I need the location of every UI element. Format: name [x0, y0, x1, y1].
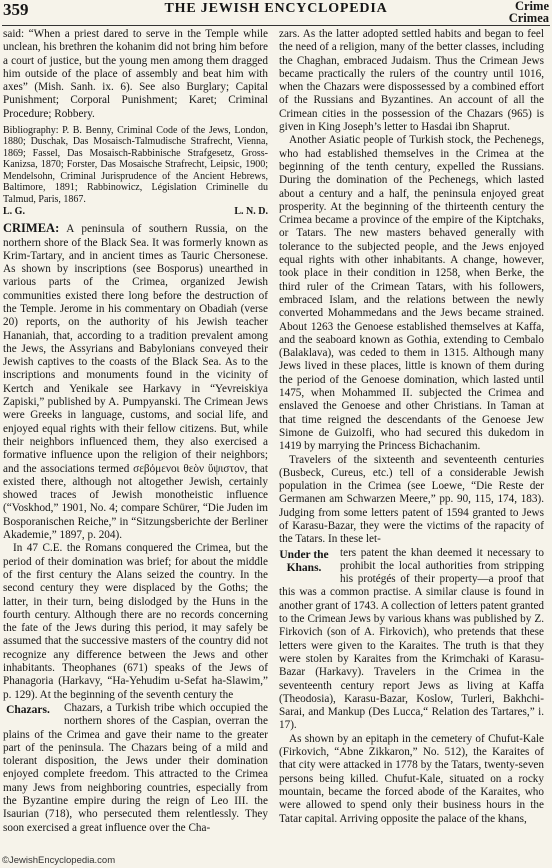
header-rule	[2, 25, 550, 26]
catchword-2: Crimea	[508, 11, 549, 25]
paragraph: Chazars, a Turkish tribe which occupied the northern shores of the Caspian, overran the plains of the Crimea and gave their name to the greater part of the peninsula. The Chazars being of a mild and tolerant disposition, the Jews under their domination enjoyed complete freedom. This attracted to the Crimea many Jews from neighboring countries, especially from the Byzantine empire during the reign of Leo III. the Isaurian (718), who persecuted them relentlessly. They soon exercised a great influence over the Cha-	[3, 701, 268, 834]
source-footer: ©JewishEncyclopedia.com	[2, 855, 116, 866]
catchword-1: Crime	[514, 0, 549, 13]
page-header	[0, 0, 552, 24]
signature-left: L. G.	[3, 205, 25, 217]
side-heading-chazars: Chazars.	[6, 703, 50, 716]
paragraph: Another Asiatic people of Turkish stock, the Pechenegs, who had established themselves in the Crimea at the beginning of the tenth century, expelled the Russians. During the domination of the Pechenegs, which lasted about a century and a half, the peninsula enjoyed great prosperity. At the beginning of the thirteenth century the Crimea became a province of the empire of the Kiptchaks, or Tatars. The new masters behaved generally with tolerance to the subjected people, and the Jews enjoyed equal rights with other inhabitants. A change, however, took place in their condition in 1258, when Berke, the third ruler of the Crimean Tatars, with his followers, embraced Islam, and the relations between the newly converted Mohammedans and the Jews became strained. About 1263 the Genoese established themselves at Kaffa, and the seaboard known as Gothia, extending to Cembalo (Balaklava), was ceded to them in 1315. Although many Jews lived in these places, little is known of them during the period of the Genoese domination, which lasted until 1475, when Mohammed II. subjected the Crimea and enslaved the Genoese and other Christians. In Taman at that time reigned the descendants of the Genoese Jew Simone de Guizolfi, who had secured this dukedom in 1419 by marrying the Princess Bichachanim.	[279, 134, 544, 453]
left-column	[3, 28, 268, 835]
paragraph: A peninsula of southern Russia, on the northern shore of the Black Sea. It was formerly known as Krim-Tartary, and in ancient times as Tauric Chersonese. As shown by inscriptions (see Bosporus) unearthed in various parts of the Crimea, organized Jewish communities existed there long before the destruction of the Temple. Jerome in his commentary on Obadiah (verse 20) reports, on the authority of his Jewish teacher Hananiah, that, according to a tradition prevalent among the Jews, the Assyrians and Babylonians conveyed their Jewish captives to the coasts of the Black Sea. As to the inscriptions and monuments found in the vicinity of Kertch and Yenikale see Harkavy in “Yevreiskiya Zapiski,” published by A. Pumpyanski. The Crimean Jews were Greeks in language, customs, and social life, and enjoyed equal rights with their fellow citizens. But, while their neighbors influenced them, they also exercised a formative influence upon the religion of their neighbors; and the associations termed σεβόμενοι θεὸν ὕψιστον, that existed there, although not altogether Jewish, certainly showed traces of Jewish monotheistic influence (“Voskhod,” 1901, No. 4; compare Schürer, “Die Juden im Bosporanischen Reiche,” in “Sitzungsberichte der Berliner Akademie,” 1897, p. 204).	[3, 223, 268, 542]
article-intro	[3, 222, 268, 542]
signatures	[3, 205, 268, 218]
side-heading-khans: Under the Khans.	[279, 548, 329, 574]
running-title: THE JEWISH ENCYCLOPEDIA	[164, 1, 388, 16]
paragraph: ters patent the khan deemed it necessary to prohibit the local authorities from stripping his protégés of their property—a proof that this was a common practise. A similar clause is found in another grant of 1743. A collection of letters patent granted to the Crimean Jews by various khans was published by Z. Firkovich (son of A. Firkovich), who pretends that these letters were given to the Karaites. The truth is that they were stolen by Karaites from the Krimchaki of Karasu-Bazar (Harkavy). Travelers in the Crimea in the seventeenth century report Jews as living at Kaffa (Theodosia), Karasu-Bazar, Koslow, Turleri, Bakhchi-Sarai, and Mankup (Des Lucca,“ Relation des Tartares,” i. 17).	[279, 546, 544, 732]
paragraph: In 47 C.E. the Romans conquered the Crimea, but the period of their domination was brief; for about the middle of the first century the Alans seized the country. In the second century they were displaced by the Goths; the latter, in their turn, being dislodged by the Huns in the fourth century. Although there are no records concerning the fate of the Jews during this period, it may safely be assumed that the successive masters of the country did not recognize any difference between the Jews and other inhabitants. Theophanes (671) speaks of the Jews of Phanagoria (Harkavy, “Ha-Yehudim u-Sefat ha-Slawim,” p. 129). At the beginning of the seventh century the	[3, 542, 268, 701]
paragraph: As shown by an epitaph in the cemetery of Chufut-Kale (Firkovich, “Abne Zikkaron,” No. 512), the Karaites of that city were attacked in 1778 by the Tatars, twenty-seven persons being killed. Chufut-Kale, situated on a rocky mountain, became the forced abode of the Karaites, who were allowed to spend only their business hours in the Tatar capital. Arriving opposite the palace of the khans,	[279, 732, 544, 825]
paragraph: said: “When a priest dared to serve in the Temple while unclean, his brethren the kohanim did not bring him before a court of justice, but the young men among them dragged him outside of the place of assembly and beat him with axes” (Mish. Sanh. ix. 6). See also Burglary; Capital Punishment; Corporal Punishment; Karet; Criminal Procedure; Robbery.	[3, 28, 268, 120]
page-number: 359	[3, 0, 29, 19]
paragraph: zars. As the latter adopted settled habits and began to feel the need of a religion, many of the better classes, including the Chaghan, embraced Judaism. Thus the Crimean Jews became practically the rulers of the country until 1016, when the Chazars were dispossessed by a combined effort of the Russians and Byzantines. An account of all the Crimean cities in the possession of the Chazars (965) is given in King Joseph’s letter to Hasdai ibn Shaprut.	[279, 28, 544, 134]
bibliography: Bibliography: P. B. Benny, Criminal Code of the Jews, London, 1880; Duschak, Das Mosaisch-Talmudische Strafrecht, Vienna, 1869; Fassel, Das Mosaisch-Rabbinische Strafgesetz, Gross-Kanizsa, 1870; Forster, Das Mosaische Strafrecht, Leipsic, 1900; Mendelsohn, Criminal Jurisprudence of the Ancient Hebrews, Baltimore, 1891; Rabbinowicz, Législation Criminelle du Talmud, Paris, 1867.	[3, 125, 268, 205]
article-headword: CRIMEA:	[3, 221, 60, 236]
signature-right: L. N. D.	[234, 205, 268, 217]
right-column	[279, 28, 544, 826]
catchwords	[509, 0, 549, 24]
paragraph: Travelers of the sixteenth and seventeenth centuries (Busbeck, Cureus, etc.) tell of a considerable Jewish population in the Crimea (see Loewe, “Die Reste der Germanen am Schwarzen Meere,” pp. 90, 115, 174, 183). Judging from some letters patent of 1594 granted to Jews of Karasu-Bazar, they were the victims of the rapacity of the Tatars. In these let-	[279, 453, 544, 546]
